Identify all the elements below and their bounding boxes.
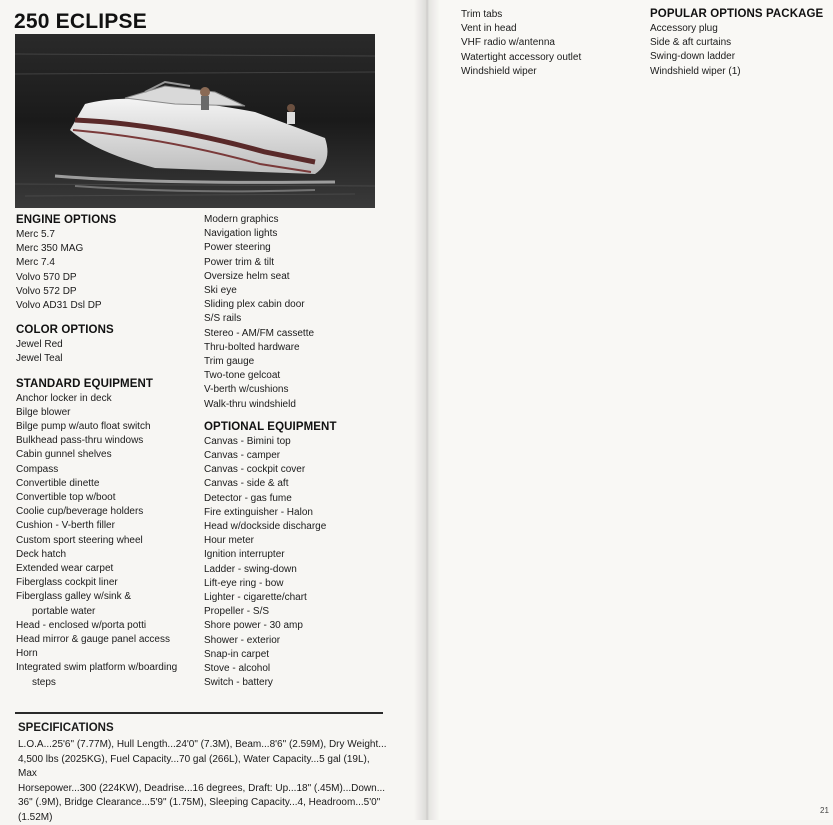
engine-option-item: Volvo 572 DP — [16, 285, 177, 299]
middle-column — [204, 213, 337, 691]
optional-equipment-item: Detector - gas fume — [204, 492, 337, 506]
optional-equipment-item: Vent in head — [461, 22, 581, 36]
popular-options-heading: POPULAR OPTIONS PACKAGE — [650, 7, 823, 22]
optional-equipment-item: Propeller - S/S — [204, 605, 337, 619]
specifications-line: 36" (.9M), Bridge Clearance...5'9" (1.75M), Sleeping Capacity...4, Headroom...5'0" — [18, 796, 388, 811]
right-page — [426, 0, 833, 820]
color-option-item: Jewel Teal — [16, 352, 177, 366]
optional-equipment-item: Trim tabs — [461, 8, 581, 22]
engine-option-item: Volvo 570 DP — [16, 271, 177, 285]
standard-equipment-item: Convertible dinette — [16, 477, 177, 491]
standard-equipment-item: Compass — [16, 463, 177, 477]
standard-equipment-item: Power trim & tilt — [204, 256, 337, 270]
popular-option-item: Side & aft curtains — [650, 36, 823, 50]
standard-equipment-heading: STANDARD EQUIPMENT — [16, 377, 177, 392]
popular-option-item: Windshield wiper (1) — [650, 65, 823, 79]
specifications-line: L.O.A...25'6" (7.77M), Hull Length...24'0" (7.3M), Beam...8'6" (2.59M), Dry Weight... — [18, 738, 388, 753]
standard-equipment-item: Horn — [16, 647, 177, 661]
optional-equipment-item: Stove - alcohol — [204, 662, 337, 676]
optional-equipment-item: Head w/dockside discharge — [204, 520, 337, 534]
standard-equipment-item: Coolie cup/beverage holders — [16, 505, 177, 519]
color-option-item: Jewel Red — [16, 338, 177, 352]
standard-equipment-item: Power steering — [204, 241, 337, 255]
standard-equipment-item: Anchor locker in deck — [16, 392, 177, 406]
standard-equipment-item: Two-tone gelcoat — [204, 369, 337, 383]
standard-equipment-item: Convertible top w/boot — [16, 491, 177, 505]
standard-equipment-item: Cabin gunnel shelves — [16, 448, 177, 462]
specifications-text — [18, 738, 388, 825]
standard-equipment-item: Fiberglass galley w/sink & — [16, 590, 177, 604]
engine-option-item: Merc 7.4 — [16, 256, 177, 270]
optional-equipment-item: VHF radio w/antenna — [461, 36, 581, 50]
standard-equipment-item: Ski eye — [204, 284, 337, 298]
engine-option-item: Merc 350 MAG — [16, 242, 177, 256]
optional-equipment-item: Canvas - camper — [204, 449, 337, 463]
standard-equipment-item: Integrated swim platform w/boarding — [16, 661, 177, 675]
standard-equipment-item: Trim gauge — [204, 355, 337, 369]
standard-equipment-item: Head mirror & gauge panel access — [16, 633, 177, 647]
optional-equipment-item: Shower - exterior — [204, 634, 337, 648]
specifications-line: 4,500 lbs (2025KG), Fuel Capacity...70 gal (266L), Water Capacity...5 gal (19L), Max — [18, 753, 388, 782]
standard-equipment-item: V-berth w/cushions — [204, 383, 337, 397]
standard-equipment-item: Thru-bolted hardware — [204, 341, 337, 355]
standard-equipment-item: Navigation lights — [204, 227, 337, 241]
boat-photo-icon — [15, 34, 375, 208]
page-number: 21 — [820, 806, 829, 815]
right-column-optional-continued — [461, 8, 581, 79]
standard-equipment-item: portable water — [16, 605, 177, 619]
optional-equipment-item: Switch - battery — [204, 676, 337, 690]
engine-option-item: Merc 5.7 — [16, 228, 177, 242]
standard-equipment-item: Stereo - AM/FM cassette — [204, 327, 337, 341]
specifications-line: Horsepower...300 (224KW), Deadrise...16 degrees, Draft: Up...18" (.45M)...Down... — [18, 782, 388, 797]
optional-equipment-heading: OPTIONAL EQUIPMENT — [204, 420, 337, 435]
popular-option-item: Accessory plug — [650, 22, 823, 36]
standard-equipment-item: Bulkhead pass-thru windows — [16, 434, 177, 448]
engine-option-item: Volvo AD31 Dsl DP — [16, 299, 177, 313]
specifications-line: (1.52M) — [18, 811, 388, 825]
optional-equipment-item: Lift-eye ring - bow — [204, 577, 337, 591]
optional-equipment-item: Windshield wiper — [461, 65, 581, 79]
page-title: 250 ECLIPSE — [14, 10, 147, 34]
optional-equipment-item: Canvas - side & aft — [204, 477, 337, 491]
standard-equipment-item: Extended wear carpet — [16, 562, 177, 576]
specifications-divider — [15, 712, 383, 714]
engine-options-heading: ENGINE OPTIONS — [16, 213, 177, 228]
optional-equipment-item: Hour meter — [204, 534, 337, 548]
optional-equipment-item: Snap-in carpet — [204, 648, 337, 662]
standard-equipment-item: Walk-thru windshield — [204, 398, 337, 412]
standard-equipment-item: Sliding plex cabin door — [204, 298, 337, 312]
standard-equipment-item: Cushion - V-berth filler — [16, 519, 177, 533]
standard-equipment-item: S/S rails — [204, 312, 337, 326]
optional-equipment-item: Shore power - 30 amp — [204, 619, 337, 633]
optional-equipment-item: Ladder - swing-down — [204, 563, 337, 577]
standard-equipment-item: Bilge pump w/auto float switch — [16, 420, 177, 434]
book-gutter — [414, 0, 440, 820]
standard-equipment-item: Oversize helm seat — [204, 270, 337, 284]
standard-equipment-item: Head - enclosed w/porta potti — [16, 619, 177, 633]
standard-equipment-item: steps — [16, 676, 177, 690]
optional-equipment-item: Watertight accessory outlet — [461, 51, 581, 65]
optional-equipment-item: Canvas - Bimini top — [204, 435, 337, 449]
optional-equipment-item: Ignition interrupter — [204, 548, 337, 562]
standard-equipment-item: Bilge blower — [16, 406, 177, 420]
standard-equipment-item: Deck hatch — [16, 548, 177, 562]
specifications-heading: SPECIFICATIONS — [18, 722, 114, 734]
popular-option-item: Swing-down ladder — [650, 50, 823, 64]
optional-equipment-item: Canvas - cockpit cover — [204, 463, 337, 477]
popular-options-column — [650, 7, 823, 79]
optional-equipment-item: Fire extinguisher - Halon — [204, 506, 337, 520]
optional-equipment-item: Lighter - cigarette/chart — [204, 591, 337, 605]
color-options-heading: COLOR OPTIONS — [16, 323, 177, 338]
standard-equipment-item: Fiberglass cockpit liner — [16, 576, 177, 590]
left-column — [16, 213, 177, 690]
boat-photo — [15, 34, 375, 208]
standard-equipment-item: Custom sport steering wheel — [16, 534, 177, 548]
standard-equipment-item: Modern graphics — [204, 213, 337, 227]
